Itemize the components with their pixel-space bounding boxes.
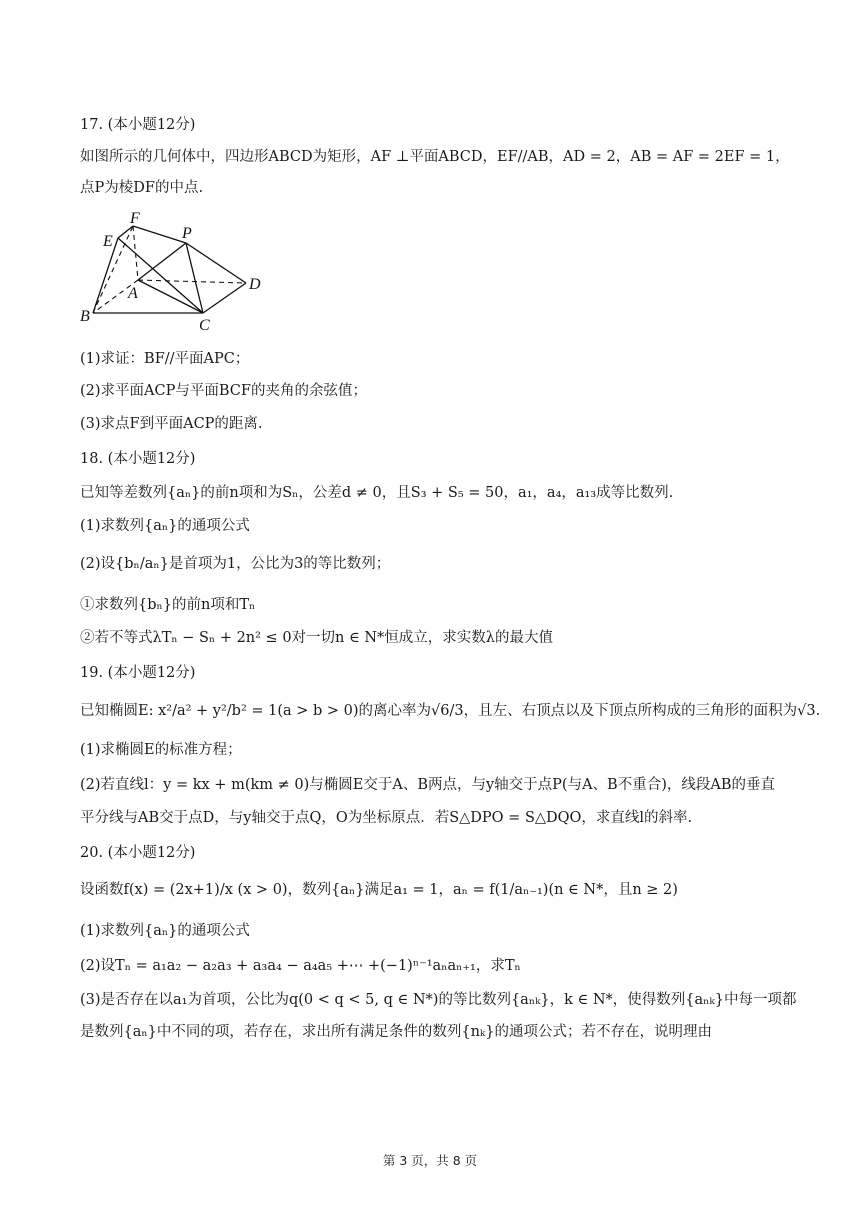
- label-E: E: [103, 233, 113, 250]
- problem-19-part-2-line-2: 平分线与AB交于点D，与y轴交于点Q，O为坐标原点．若S△DPO = S△DQO，求直线l的斜率.: [80, 810, 693, 826]
- problem-19-part-2-line-1: (2)若直线l：y = kx + m(km ≠ 0)与椭圆E交于A、B两点，与y轴交于点P(与A、B不重合)，线段AB的垂直: [80, 777, 775, 793]
- label-P: P: [182, 225, 192, 242]
- label-D: D: [249, 276, 261, 293]
- problem-17-part-1: (1)求证：BF//平面APC；: [80, 351, 250, 367]
- label-C: C: [199, 317, 210, 334]
- problem-19-part-1: (1)求椭圆E的标准方程；: [80, 742, 242, 758]
- problem-18-stem: 已知等差数列{aₙ}的前n项和为Sₙ，公差d ≠ 0，且S₃ + S₅ = 50，a₁，a₄，a₁₃成等比数列.: [80, 485, 674, 501]
- problem-17-part-3: (3)求点F到平面ACP的距离.: [80, 416, 263, 432]
- problem-19-stem: 已知椭圆E: x²/a² + y²/b² = 1(a > b > 0)的离心率为√6/3，且左、右顶点以及下顶点所构成的三角形的面积为√3.: [80, 703, 821, 719]
- problem-17-stem-line-2: 点P为棱DF的中点.: [80, 180, 204, 196]
- problem-18-part-2: (2)设{bₙ/aₙ}是首项为1，公比为3的等比数列；: [80, 556, 391, 572]
- problem-17-header: 17. (本小题12分): [80, 117, 196, 133]
- problem-20-part-2: (2)设Tₙ = a₁a₂ − a₂a₃ + a₃a₄ − a₄a₅ +⋯ +(−1)ⁿ⁻¹aₙaₙ₊₁，求Tₙ: [80, 958, 521, 974]
- geometry-figure: [78, 208, 268, 336]
- problem-20-part-3-line-2: 是数列{aₙ}中不同的项，若存在，求出所有满足条件的数列{nₖ}的通项公式；若不存在，说明理由: [80, 1024, 712, 1040]
- label-F: F: [130, 210, 140, 227]
- problem-20-stem: 设函数f(x) = (2x+1)/x (x > 0)，数列{aₙ}满足a₁ = 1，aₙ = f(1/aₙ₋₁)(n ∈ N*，且n ≥ 2): [80, 882, 678, 898]
- problem-18-part-2-1: ①求数列{bₙ}的前n项和Tₙ: [80, 597, 256, 613]
- problem-20-part-3-line-1: (3)是否存在以a₁为首项，公比为q(0 < q < 5, q ∈ N*)的等比数列{aₙₖ}，k ∈ N*，使得数列{aₙₖ}中每一项都: [80, 992, 797, 1008]
- problem-18-part-1: (1)求数列{aₙ}的通项公式: [80, 518, 250, 534]
- problem-20-header: 20. (本小题12分): [80, 845, 196, 861]
- page-footer: 第 3 页，共 8 页: [382, 1153, 478, 1168]
- label-B: B: [80, 308, 90, 325]
- problem-17-part-2: (2)求平面ACP与平面BCF的夹角的余弦值；: [80, 383, 367, 399]
- problem-18-part-2-2: ②若不等式λTₙ − Sₙ + 2n² ≤ 0对一切n ∈ N*恒成立，求实数λ的最大值: [80, 630, 553, 646]
- problem-19-header: 19. (本小题12分): [80, 665, 196, 681]
- label-A: A: [128, 285, 138, 302]
- problem-20-part-1: (1)求数列{aₙ}的通项公式: [80, 923, 250, 939]
- problem-17-stem-line-1: 如图所示的几何体中，四边形ABCD为矩形，AF ⊥平面ABCD，EF//AB，AD = 2，AB = AF = 2EF = 1，: [80, 149, 790, 165]
- problem-18-header: 18. (本小题12分): [80, 451, 196, 467]
